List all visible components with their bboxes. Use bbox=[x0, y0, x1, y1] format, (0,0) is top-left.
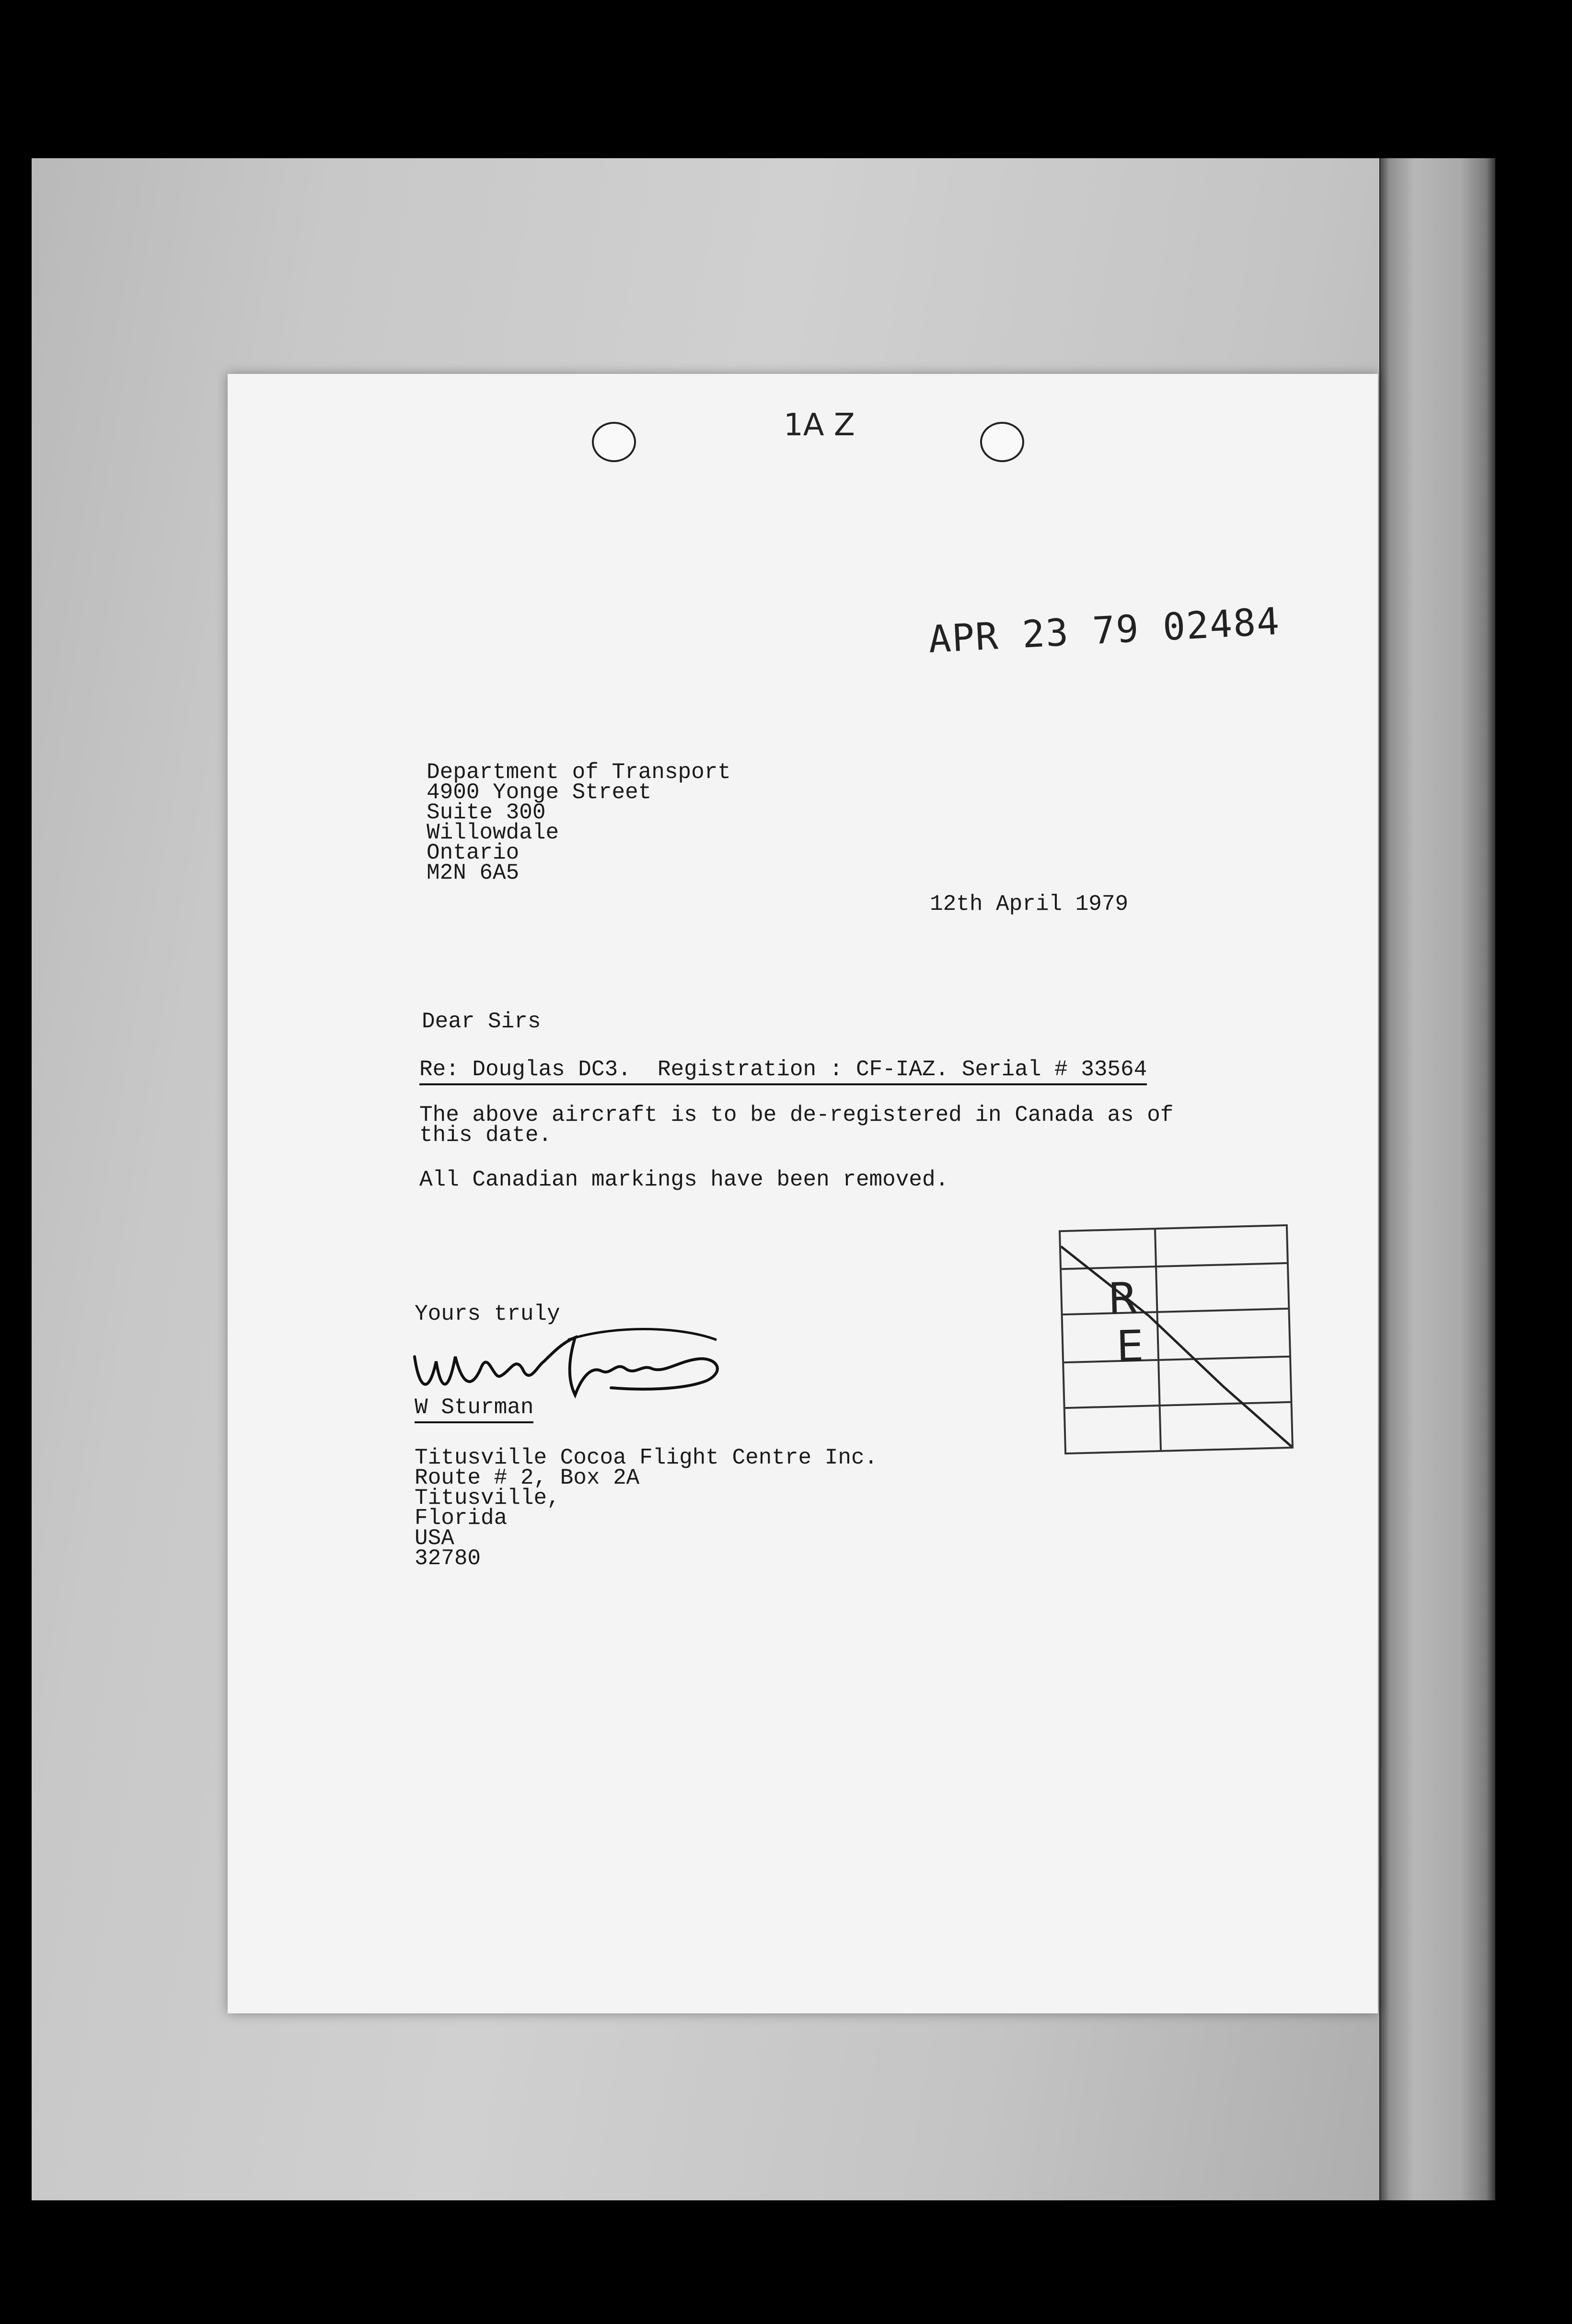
received-stamp: APR 23 79 02484 bbox=[927, 600, 1282, 662]
body-line: The above aircraft is to be de-registered in Canada as of bbox=[419, 1103, 1174, 1127]
body-line: this date. bbox=[419, 1123, 552, 1148]
sender-line: USA bbox=[415, 1526, 454, 1551]
signatory-name bbox=[415, 1397, 533, 1423]
subject-line bbox=[419, 1059, 1147, 1085]
punch-hole-right bbox=[980, 422, 1024, 462]
sender-line: Route # 2, Box 2A bbox=[415, 1465, 640, 1490]
sender-line: 32780 bbox=[415, 1546, 481, 1571]
recipient-line: 4900 Yonge Street bbox=[427, 780, 652, 805]
punch-hole-left bbox=[592, 422, 636, 462]
right-binding-strip bbox=[1380, 158, 1495, 2200]
letter-page bbox=[228, 374, 1378, 2013]
sender-line: Florida bbox=[415, 1506, 508, 1531]
letter-date: 12th April 1979 bbox=[930, 892, 1129, 917]
recipient-line: Willowdale bbox=[427, 820, 559, 845]
subject-text: Re: Douglas DC3. Registration : CF-IAZ. Serial # 33564 bbox=[419, 1059, 1147, 1085]
form-handwritten-mark: E bbox=[1115, 1321, 1144, 1372]
routing-form-grid bbox=[1059, 1224, 1294, 1454]
handwritten-file-note: 1A Z bbox=[784, 407, 855, 443]
recipient-line: M2N 6A5 bbox=[427, 860, 520, 885]
signatory-name-text: W Sturman bbox=[415, 1397, 533, 1423]
recipient-line: Ontario bbox=[427, 840, 520, 865]
body-paragraph-1 bbox=[419, 1103, 1174, 1148]
sender-line: Titusville, bbox=[415, 1486, 560, 1511]
body-paragraph-2: All Canadian markings have been removed. bbox=[419, 1167, 949, 1192]
recipient-address bbox=[427, 762, 731, 883]
sender-line: Titusville Cocoa Flight Centre Inc. bbox=[415, 1445, 878, 1470]
recipient-line: Department of Transport bbox=[427, 760, 731, 785]
closing: Yours truly bbox=[415, 1301, 560, 1326]
recipient-line: Suite 300 bbox=[427, 800, 546, 825]
form-handwritten-mark: R bbox=[1107, 1273, 1139, 1325]
form-strike-line bbox=[1061, 1226, 1316, 1452]
salutation: Dear Sirs bbox=[422, 1009, 541, 1034]
sender-address bbox=[415, 1445, 878, 1571]
